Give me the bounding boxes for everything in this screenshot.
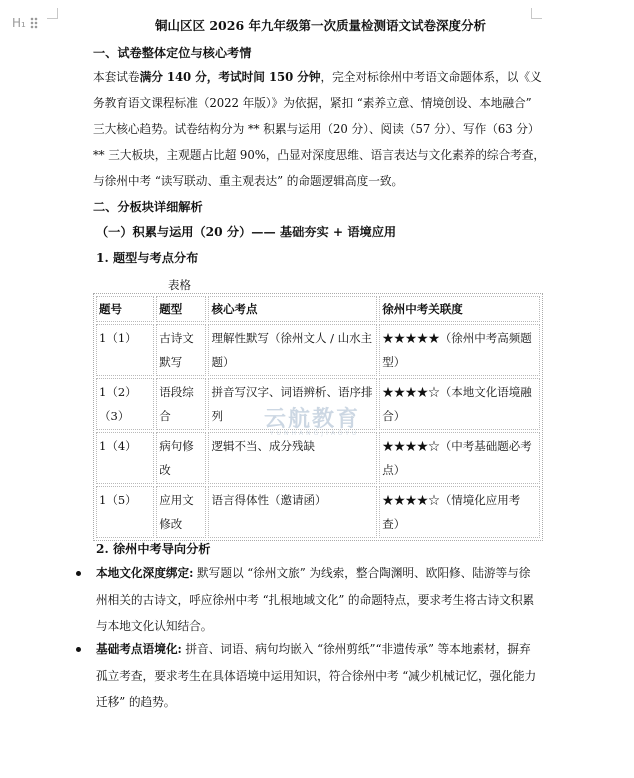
watermark-logo	[258, 402, 388, 440]
table-header-cell: 核心考点	[208, 296, 377, 322]
relevance-cell: ★★★★☆（情境化应用考查）	[379, 486, 540, 538]
bullet-dot	[76, 571, 81, 576]
relevance-cell: ★★★★☆（中考基础题必考点）	[379, 432, 540, 484]
section1-line1	[93, 66, 542, 88]
heading-marker[interactable]: H₁	[12, 16, 26, 30]
block-handle[interactable]	[12, 16, 38, 30]
page-margin-corner-right	[531, 8, 542, 19]
question-number-cell: 1（5）	[96, 486, 154, 538]
section1-line2: 务教育语文课程标准（2022 年版）》为依据，紧扣 “素养立意、情境创设、本地融合”	[93, 96, 532, 110]
section1-line5: 与徐州中考 “读写联动、重主观表达” 的命题逻辑高度一致。	[93, 174, 404, 188]
item1-heading: 1. 题型与考点分布	[96, 251, 199, 265]
drag-handle-icon[interactable]	[30, 17, 38, 29]
section1-line3: 三大核心趋势。试卷结构分为 ** 积累与运用（20 分）、阅读（57 分）、写作（63 分）	[93, 122, 540, 136]
core-point-cell: 逻辑不当、成分残缺	[208, 432, 377, 484]
section1-line1-lead: 本套试卷	[93, 70, 140, 84]
bullet1-line2: 州相关的古诗文，呼应徐州中考 “扎根地域文化” 的命题特点，要求考生将古诗文积累	[96, 593, 535, 607]
relevance-cell: ★★★★★（徐州中考高频题型）	[379, 324, 540, 376]
bullet2-text: 拼音、词语、病句均嵌入 “徐州剪纸”“非遗传承” 等本地素材，摒弃	[181, 642, 531, 656]
item2-heading: 2. 徐州中考导向分析	[96, 542, 211, 556]
table-header-row	[96, 296, 540, 322]
question-number-cell: 1（2）（3）	[96, 378, 154, 430]
question-type-cell: 应用文修改	[156, 486, 206, 538]
table-header-cell: 题号	[96, 296, 154, 322]
table-caption: 表格	[168, 278, 191, 292]
question-number-cell: 1（4）	[96, 432, 154, 484]
watermark-subtext: YUNHANGJIAOYU	[270, 430, 360, 437]
question-type-cell: 病句修改	[156, 432, 206, 484]
bullet2-label: 基础考点语境化:	[96, 642, 182, 656]
bullet1-text: 默写题以 “徐州文旅” 为线索，整合陶渊明、欧阳修、陆游等与徐	[193, 566, 531, 580]
section1-line1-bold: 满分 140 分，考试时间 150 分钟	[139, 70, 321, 84]
section1-heading: 一、试卷整体定位与核心考情	[93, 46, 252, 60]
bullet2-line1	[96, 638, 531, 660]
table-header-cell: 题型	[156, 296, 206, 322]
page-margin-corner-left	[47, 8, 58, 19]
document-title: 铜山区区 2026 年九年级第一次质量检测语文试卷深度分析	[155, 18, 486, 33]
table-header-cell: 徐州中考关联度	[379, 296, 540, 322]
question-type-cell: 古诗文默写	[156, 324, 206, 376]
bullet1-line3: 与本地文化认知结合。	[96, 619, 213, 633]
bullet1-line1	[96, 562, 530, 584]
section1-line4: ** 三大板块，主观题占比超 90%，凸显对深度思维、语言表达与文化素养的综合考查，	[93, 148, 546, 162]
watermark-text: 云航教育	[264, 407, 361, 432]
core-point-cell: 语言得体性（邀请函）	[208, 486, 377, 538]
bullet1-label: 本地文化深度绑定:	[96, 566, 194, 580]
subsection1-heading: （一）积累与运用（20 分）—— 基础夯实 + 语境应用	[96, 225, 397, 239]
bullet2-line2: 孤立考查，要求考生在具体语境中运用知识，符合徐州中考 “减少机械记忆，强化能力	[96, 669, 537, 683]
question-number-cell: 1（1）	[96, 324, 154, 376]
bullet-dot	[76, 647, 81, 652]
question-type-cell: 语段综合	[156, 378, 206, 430]
table-row	[96, 324, 540, 376]
relevance-cell: ★★★★☆（本地文化语境融合）	[379, 378, 540, 430]
bullet2-line3: 迁移” 的趋势。	[96, 695, 176, 709]
core-point-cell: 拼音写汉字、词语辨析、语序排列	[208, 378, 377, 430]
section1-line1-rest: ，完全对标徐州中考语文命题体系，以《义	[320, 70, 542, 84]
table-row	[96, 486, 540, 538]
section2-heading: 二、分板块详细解析	[93, 200, 203, 214]
core-point-cell: 理解性默写（徐州文人 / 山水主题）	[208, 324, 377, 376]
